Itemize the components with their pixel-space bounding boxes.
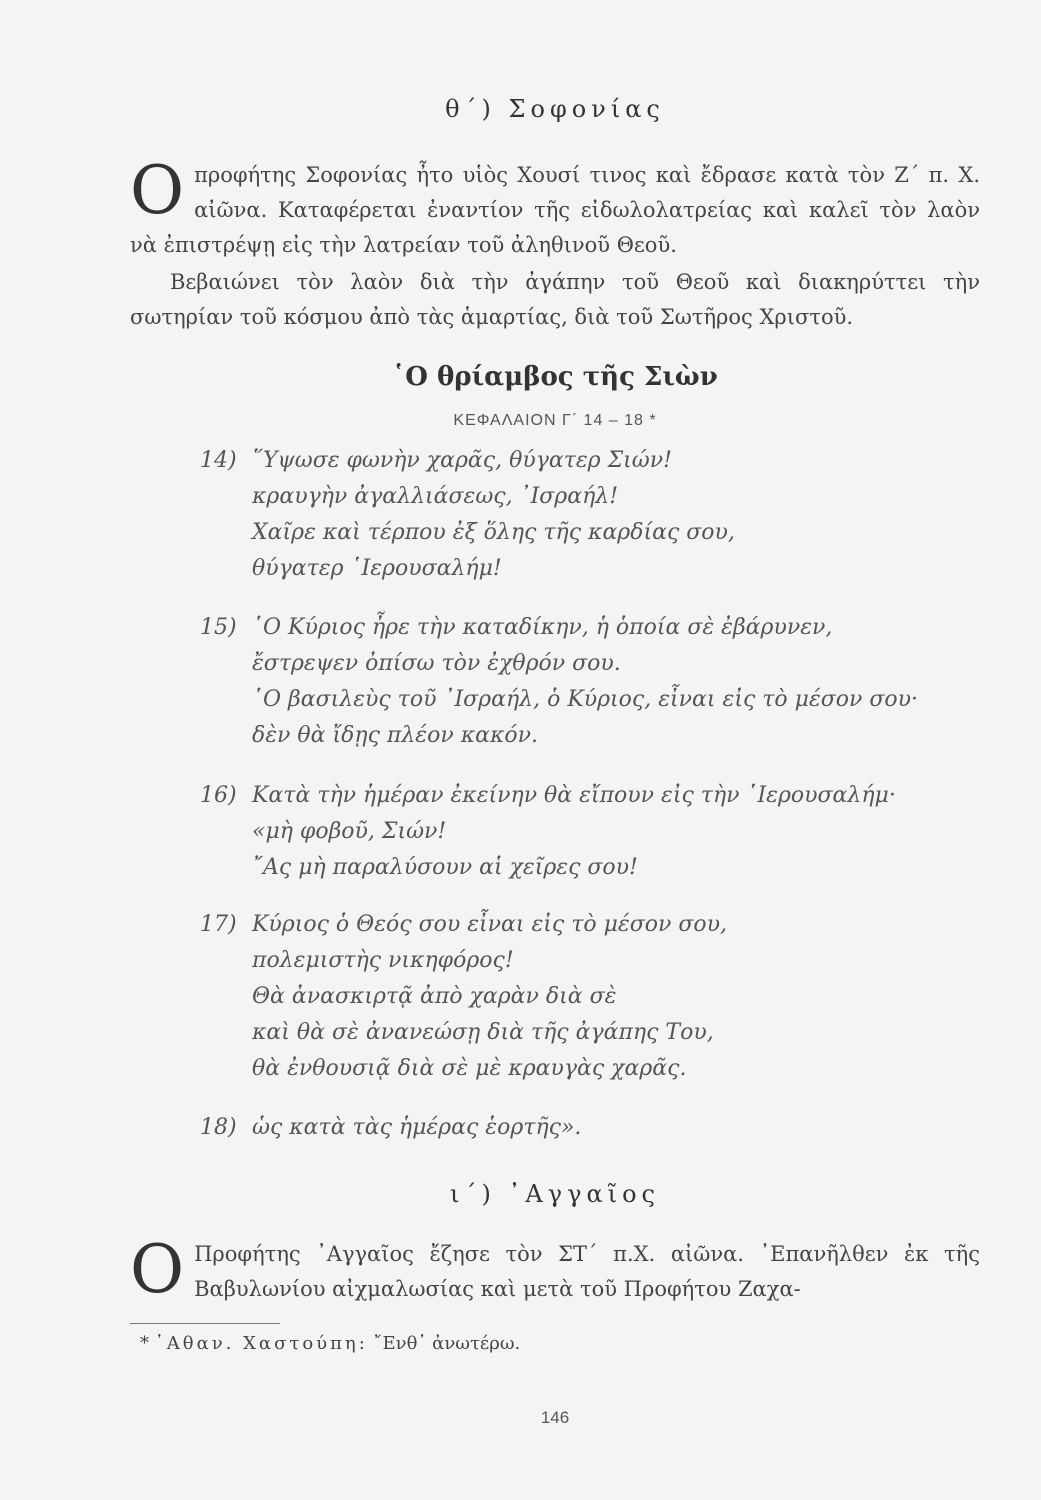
verse-line [200,778,960,814]
intro-text: Προφήτης ᾿Αγγαῖος ἔζησε τὸν ΣΤ΄ π.Χ. αἰῶνα. ᾿Επανῆλθεν ἐκ τῆς Βαβυλωνίου αἰχμαλωσίας καὶ μετὰ τοῦ Προφήτου Ζαχα- [194,1242,980,1301]
verse-number: 14) [200,448,237,473]
verse-line: Θὰ ἀνασκιρτᾷ ἀπὸ χαρὰν διὰ σὲ [252,984,617,1009]
drop-cap-letter: Ο [130,1231,185,1308]
verse-line: ῎Ας μὴ παραλύσουν αἱ χεῖρες σου! [252,855,638,880]
verse-line [200,610,960,646]
verse-line [200,443,960,479]
verse-line: ἔστρεψεν ὀπίσω τὸν ἐχθρόν σου. [252,651,621,676]
verse-line [200,907,960,943]
hymn-title: ῾Ο θρίαμβος τῆς Σιὼν [392,362,718,392]
verse-number: 16) [200,783,237,808]
verse-text: ῞Υψωσε φωνὴν χαρᾶς, θύγατερ Σιών! [252,448,672,473]
verse-text: Κατὰ τὴν ἡμέραν ἐκείνην θὰ εἴπουν εἰς τὴν ῾Ιερουσαλήμ· [252,783,896,808]
verse-line: θύγατερ ῾Ιερουσαλήμ! [252,556,502,581]
verse-text: Κύριος ὁ Θεός σου εἶναι εἰς τὸ μέσον σου, [252,912,727,937]
verse-14 [200,443,960,587]
section-heading-haggai: ι΄) ᾿Αγγαῖος [450,1180,660,1208]
verse-line: δὲν θὰ ἴδῃς πλέον κακόν. [252,723,539,748]
verse-number: 18) [200,1115,237,1140]
intro-paragraph-haggai [130,1231,980,1308]
verse-line [200,1110,960,1146]
footnote-divider [130,1323,280,1324]
footnote-author: ᾿Αθαν. Χαστούπη: [154,1333,368,1354]
footnote [140,1333,520,1354]
verse-number: 15) [200,615,237,640]
chapter-reference: ΚΕΦΑΛΑΙΟΝ Γ΄ 14 – 18 * [453,412,657,429]
drop-cap-letter: Ο [130,152,185,229]
verse-line: θὰ ἐνθουσιᾷ διὰ σὲ μὲ κραυγὰς χαρᾶς. [252,1056,687,1081]
intro-paragraph-sophonias [130,152,980,263]
verse-17 [200,907,960,1087]
verse-line: καὶ θὰ σὲ ἀνανεώσῃ διὰ τῆς ἀγάπης Του, [252,1020,714,1045]
book-page [130,0,980,1500]
verse-text: ὡς κατὰ τὰς ἡμέρας ἑορτῆς». [252,1115,582,1140]
verse-text: ῾Ο Κύριος ἦρε τὴν καταδίκην, ἡ ὁποία σὲ ἐβάρυνεν, [252,615,833,640]
second-paragraph-sophonias: Βεβαιώνει τὸν λαὸν διὰ τὴν ἀγάπην τοῦ Θεοῦ καὶ διακηρύττει τὴν σωτηρίαν τοῦ κόσμου ἀπὸ τὰς ἁμαρτίας, διὰ τοῦ Σωτῆρος Χριστοῦ. [130,270,980,329]
verse-16 [200,778,960,886]
verse-line: κραυγὴν ἀγαλλιάσεως, ᾿Ισραήλ! [252,484,619,509]
verse-line: ῾Ο βασιλεὺς τοῦ ᾿Ισραήλ, ὁ Κύριος, εἶναι εἰς τὸ μέσον σου· [252,687,919,712]
verse-18 [200,1110,960,1146]
verse-line: Χαῖρε καὶ τέρπου ἐξ ὅλης τῆς καρδίας σου, [252,520,735,545]
footnote-text: ῎Ενθ᾿ ἀνωτέρω. [373,1333,521,1354]
verse-15 [200,610,960,754]
verse-line: «μὴ φοβοῦ, Σιών! [252,819,447,844]
section-heading-sophonias: θ΄) Σοφονίας [445,95,665,123]
verse-number: 17) [200,912,237,937]
page-number: 146 [540,1408,570,1427]
intro-text: προφήτης Σοφονίας ἦτο υἱὸς Χουσί τινος καὶ ἔδρασε κατὰ τὸν Ζ΄ π. Χ. αἰῶνα. Καταφέρεται ἐναντίον τῆς εἰδωλολατρείας καὶ καλεῖ τὸν λαὸν νὰ ἐπιστρέψῃ εἰς τὴν λατρείαν τοῦ ἀληθινοῦ Θεοῦ. [130,163,980,257]
verse-line: πολεμιστὴς νικηφόρος! [252,948,514,973]
footnote-marker: * [140,1333,149,1354]
